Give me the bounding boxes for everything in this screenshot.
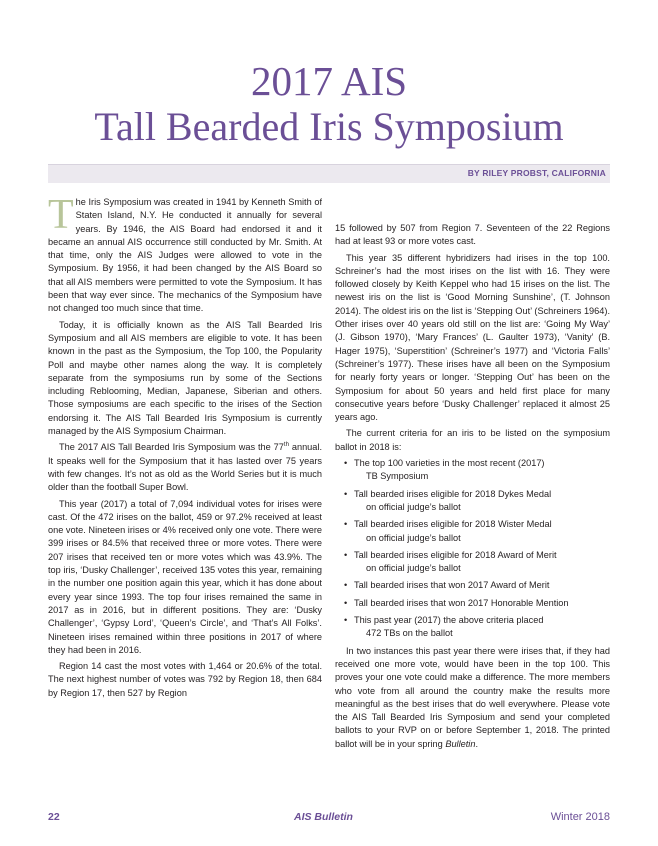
drop-cap: T [48, 196, 74, 238]
list-item-text: The top 100 varieties in the most recent (2017) [354, 458, 545, 469]
paragraph-text: he Iris Symposium was created in 1941 by Kenneth Smith of Staten Island, N.Y. He conducted it annually for several years. By 1946, the AIS Board had endorsed it and it became an annual AIS occurrence still conducted by Mr. Smith. At that time, only the AIS Judges were allowed to vote in the Symposium. By 1956, it had been changed by the AIS Board so that all AIS members were permitted to vote the Symposium. It has been that way ever since. The mechanics of the Symposium have not changed too much since that time. [48, 197, 322, 314]
bullet-icon: • [344, 519, 348, 530]
issue-date: Winter 2018 [550, 811, 610, 823]
list-item-text: 472 TBs on the ballot [366, 628, 453, 639]
publication-title: AIS Bulletin [294, 811, 353, 823]
paragraph: The current criteria for an iris to be listed on the symposium ballot in 2018 is: [335, 428, 610, 452]
paragraph: Region 14 cast the most votes with 1,464 or 20.6% of the total. The next highest number of votes was 792 by Region 18, then 684 by Region 17, then 527 by Region [48, 661, 322, 698]
column-right [335, 222, 610, 806]
list-item-text: Tall bearded irises eligible for 2018 Wister Medal [354, 519, 552, 530]
list-item [335, 549, 610, 576]
list-item-text: Tall bearded irises eligible for 2018 Award of Merit [354, 549, 557, 560]
list-item-text: This past year (2017) the above criteria placed [354, 615, 544, 626]
page-number: 22 [48, 811, 60, 823]
byline: BY RILEY PROBST, CALIFORNIA [467, 168, 606, 178]
list-item [335, 518, 610, 545]
paragraph: This year (2017) a total of 7,094 individual votes for irises were cast. Of the 472 irises on the ballot, 459 or 97.2% received at least one vote. Nineteen irises or 4% received only one vote. There were 399 irises or 84.5% that received three or more votes. There were 207 irises that received ten or more votes which was 43.9%. The top iris, ‘Dusky Challenger’, received 135 votes this year, remaining in the number one position again this year, which it has done about every year since 1993. The top four irises remained the same in 2017 as in 2016, but in different positions. They are: ‘Dusky Challenger’, ‘Gypsy Lord’, ‘Queen’s Circle’, and ‘That’s All Folks’. Nineteen irises remained within three positions in 2017 of where they had been in 2016. [48, 498, 322, 655]
criteria-list [335, 457, 610, 641]
list-item-text: Tall bearded irises eligible for 2018 Dykes Medal [354, 488, 552, 499]
list-item [335, 488, 610, 515]
paragraph: 15 followed by 507 from Region 7. Seventeen of the 22 Regions had at least 93 or more votes cast. [335, 223, 610, 247]
list-item [335, 579, 610, 592]
paragraph-text: In two instances this past year there were irises that, if they had received one more vote, would have been in the top 100. This proves your one vote could make a difference. The more members who vote from all around the country make the results more meaningful as the best irises that do well everywhere. Please vote the AIS Tall Bearded Iris Symposium and send your completed ballots to your RVP on or before September 1, 2018. The printed ballot will be in your spring [335, 645, 610, 749]
list-item-text: on official judge’s ballot [366, 532, 461, 543]
byline-band [48, 164, 610, 183]
title-line-2: Tall Bearded Iris Symposium [94, 104, 564, 149]
bullet-icon: • [344, 597, 348, 608]
list-item [335, 457, 610, 484]
list-item-text: Tall bearded irises that won 2017 Honorable Mention [354, 597, 569, 608]
list-item-text: on official judge’s ballot [366, 563, 461, 574]
list-item-text: on official judge’s ballot [366, 501, 461, 512]
publication-name: Bulletin [445, 738, 476, 749]
bullet-icon: • [344, 615, 348, 626]
bullet-icon: • [344, 488, 348, 499]
list-item [335, 614, 610, 641]
superscript: th [283, 442, 289, 449]
list-item-text: Tall bearded irises that won 2017 Award of Merit [354, 580, 550, 591]
paragraph-text: annual. It speaks well for the Symposium that it has lasted over 75 years with few changes. It’s not as old as the World Series but it is much older than the football Super Bowl. [48, 442, 322, 493]
paragraph-text: . [475, 738, 479, 749]
paragraph [335, 645, 610, 751]
paragraph: This year 35 different hybridizers had irises in the top 100. Schreiner’s had the most irises on the list with 16. They were followed closely by Keith Keppel who had 15 irises on the list. The newest iris on the list is ‘Good Morning Sunshine’, (T. Johnson 2014). The oldest iris on the list is ‘Stepping Out’ (Schreiners 1964). Other irises over 40 years old still on the list are: ‘Going My Way’ (J. Gibson 1970), ‘Mary Frances’ (L. Gaulter 1973), ‘Vanity’ (B. Hager 1975), ‘Superstition’ (Schreiner’s 1977) and ‘Victoria Falls’ (Schreiner’s 1977). These irises have all been on the Symposium for nearly forty years or longer. ‘Stepping Out’ has been on the Symposium for about 50 years and held first place for many consecutive years before ‘Dusky Challenger’ replaced it almost 25 years ago. [335, 252, 610, 423]
paragraph [48, 196, 322, 316]
column-left [48, 196, 322, 806]
page-footer [48, 811, 610, 827]
list-item [335, 597, 610, 610]
paragraph: Today, it is officially known as the AIS Tall Bearded Iris Symposium and all AIS members are eligible to vote. It has been known in the past as the Symposium, the Top 100, the Popularity Poll and maybe other names along the way. It is completely separate from the symposiums run by some of the Sections including Reblooming, Median, Japanese, Siberian and others. Those symposiums are each specific to the irises of the Section endorsing it. The AIS Tall Bearded Iris Symposium is currently managed by the AIS Symposium Chairman. [48, 319, 322, 437]
list-item-text: TB Symposium [366, 471, 429, 482]
bullet-icon: • [344, 458, 348, 469]
bullet-icon: • [344, 580, 348, 591]
bullet-icon: • [344, 549, 348, 560]
article-title [0, 58, 658, 150]
paragraph-text: The 2017 AIS Tall Bearded Iris Symposium was the 77 [59, 442, 284, 453]
paragraph [48, 441, 322, 494]
title-line-1: 2017 AIS [250, 58, 408, 104]
